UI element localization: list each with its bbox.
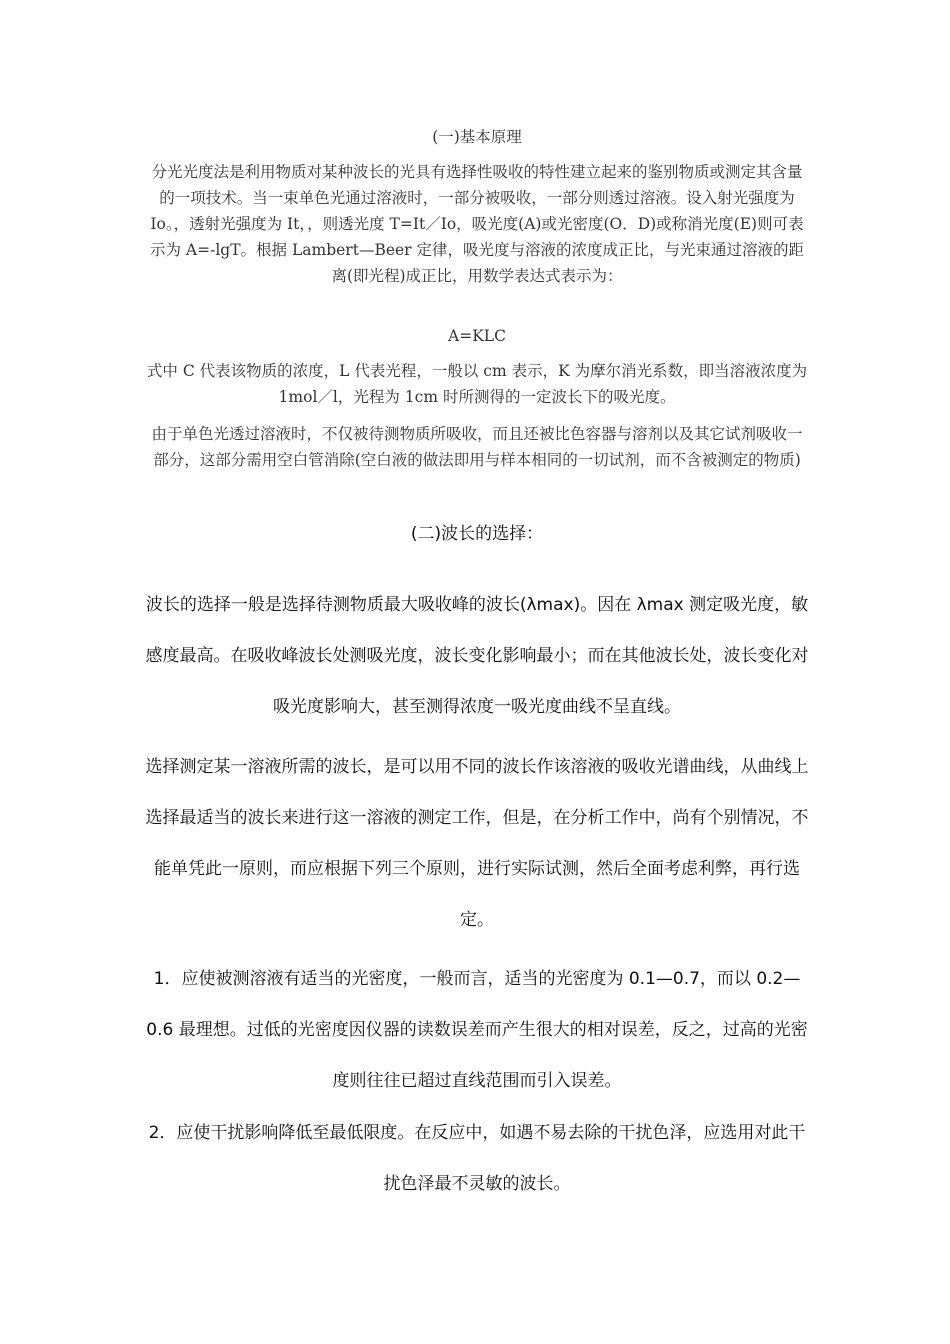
paragraph-formula-explanation: 式中 C 代表该物质的浓度，L 代表光程，一般以 cm 表示，K 为摩尔消光系数，即当溶液浓度为 1mol／l，光程为 1cm 时所测得的一定波长下的吸光度。 xyxy=(146,362,808,406)
list-item-interference: 2．应使干扰影响降低至最低限度。在反应中，如遇不易去除的干扰色泽，应选用对此干扰色泽最不灵敏的波长。 xyxy=(148,1123,806,1194)
list-item-optical-density: 1．应使被测溶液有适当的光密度，一般而言，适当的光密度为 0.1—0.7，而以 0.2—0.6 最理想。过低的光密度因仪器的读数误差而产生很大的相对误差，反之，过高的光密度则往往已超过直线范围而引入误差。 xyxy=(146,969,808,1091)
paragraph-blank-correction: 由于单色光透过溶液时，不仅被待测物质所吸收，而且还被比色容器与溶剂以及其它试剂吸收一部分，这部分需用空白管消除(空白液的做法即用与样本相同的一切试剂，而不含被测定的物质) xyxy=(151,425,803,469)
paragraph-lambda-max: 波长的选择一般是选择待测物质最大吸收峰的波长(λmax)。因在 λmax 测定吸光度，敏感度最高。在吸收峰波长处测吸光度，波长变化影响最小；而在其他波长处，波长变化对吸光度影响大，甚至测得浓度一吸光度曲线不呈直线。 xyxy=(145,595,809,717)
formula: A=KLC xyxy=(448,327,506,345)
paragraph-selection-principles: 选择测定某一溶液所需的波长，是可以用不同的波长作该溶液的吸收光谱曲线，从曲线上选择最适当的波长来进行这一溶液的测定工作，但是，在分析工作中，尚有个别情况，不能单凭此一原则，而应根据下列三个原则，进行实际试测，然后全面考虑利弊，再行选定。 xyxy=(145,757,809,930)
section-heading-basic-principle: (一)基本原理 xyxy=(432,128,522,146)
section-heading-wavelength-selection: (二)波长的选择： xyxy=(410,524,544,544)
paragraph-principle: 分光光度法是利用物质对某种波长的光具有选择性吸收的特性建立起来的鉴别物质或测定其含量的一项技术。当一束单色光通过溶液时，一部分被吸收，一部分则透过溶液。设入射光强度为 Io。，透射光强度为 It，，则透光度 T=It／Io，吸光度(A)或光密度(O．D)或称消光度(E)则可表示为 A=-lgT。根据 Lambert—Beer 定律，吸光度与溶液的浓度成正比，与光束通过溶液的距离(即光程)成正比，用数学表达式表示为： xyxy=(149,163,805,285)
